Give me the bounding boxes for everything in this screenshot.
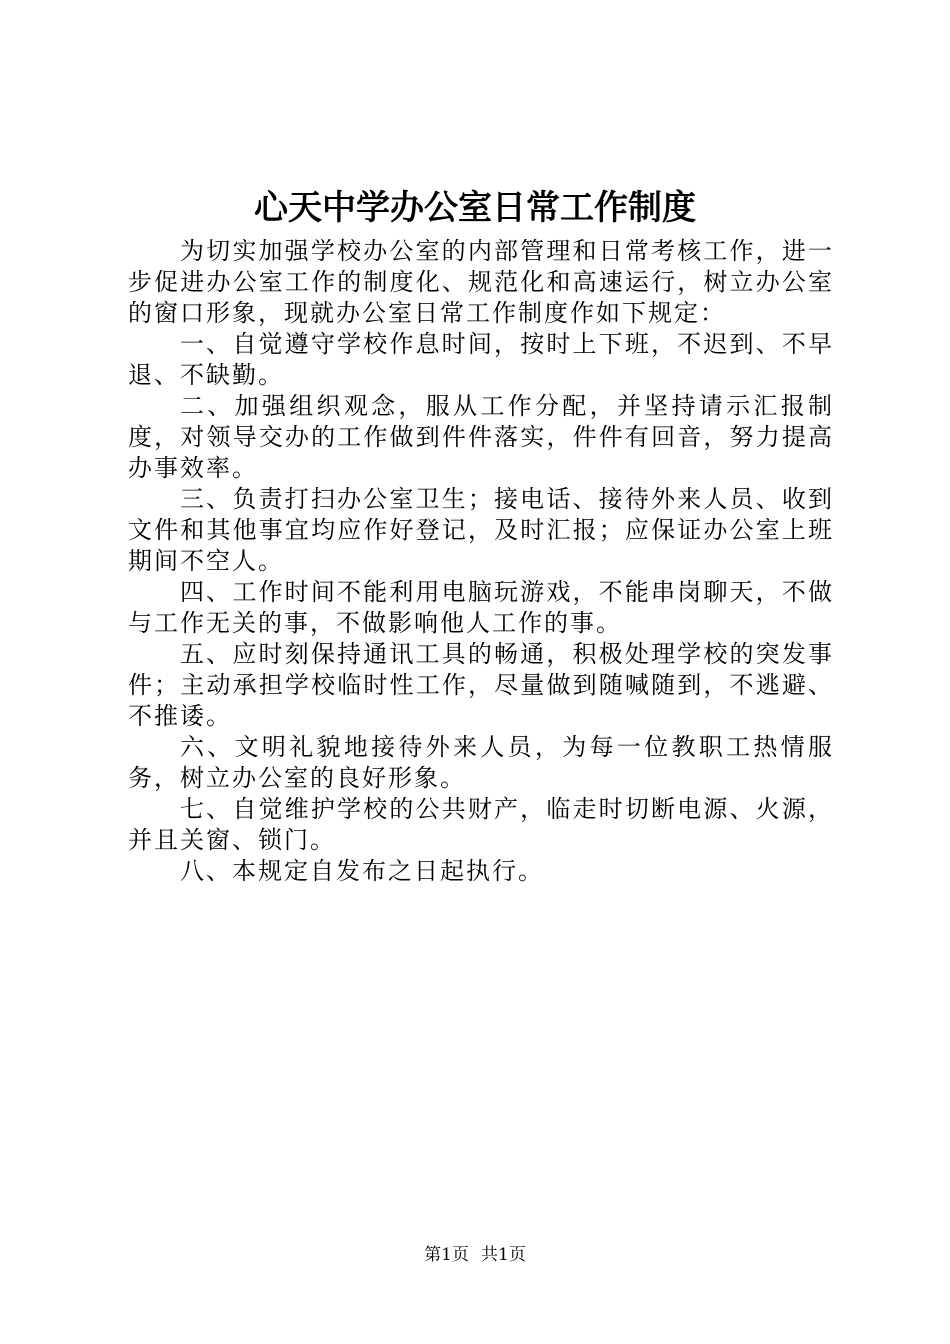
paragraph-rule-8: 八、本规定自发布之日起执行。: [180, 857, 544, 885]
paragraph-rule-2: 二、加强组织观念，服从工作分配，并坚持请示汇报制度，对领导交办的工作做到件件落实，件件有回音，努力提高办事效率。: [128, 392, 834, 482]
paragraph-rule-7: 七、自觉维护学校的公共财产，临走时切断电源、火源，并且关窗、锁门。: [128, 795, 834, 854]
document-body: [128, 236, 834, 887]
page-number: 第1页: [424, 1245, 469, 1265]
paragraph-rule-4: 四、工作时间不能利用电脑玩游戏，不能串岗聊天，不做与工作无关的事，不做影响他人工作的事。: [128, 578, 834, 637]
paragraph-rule-5: 五、应时刻保持通讯工具的畅通，积极处理学校的突发事件；主动承担学校临时性工作，尽量做到随喊随到，不逃避、不推诿。: [128, 640, 834, 730]
paragraph-intro: 为切实加强学校办公室的内部管理和日常考核工作，进一步促进办公室工作的制度化、规范化和高速运行，树立办公室的窗口形象，现就办公室日常工作制度作如下规定：: [128, 237, 834, 327]
paragraph-rule-3: 三、负责打扫办公室卫生；接电话、接待外来人员、收到文件和其他事宜均应作好登记，及时汇报；应保证办公室上班期间不空人。: [128, 485, 834, 575]
paragraph-rule-6: 六、文明礼貌地接待外来人员，为每一位教职工热情服务，树立办公室的良好形象。: [128, 733, 834, 792]
document-title: 心天中学办公室日常工作制度: [254, 188, 696, 228]
paragraph-rule-1: 一、自觉遵守学校作息时间，按时上下班，不迟到、不早退、不缺勤。: [128, 330, 834, 389]
page-footer: [0, 1244, 950, 1266]
page-total: 共1页: [481, 1245, 526, 1265]
